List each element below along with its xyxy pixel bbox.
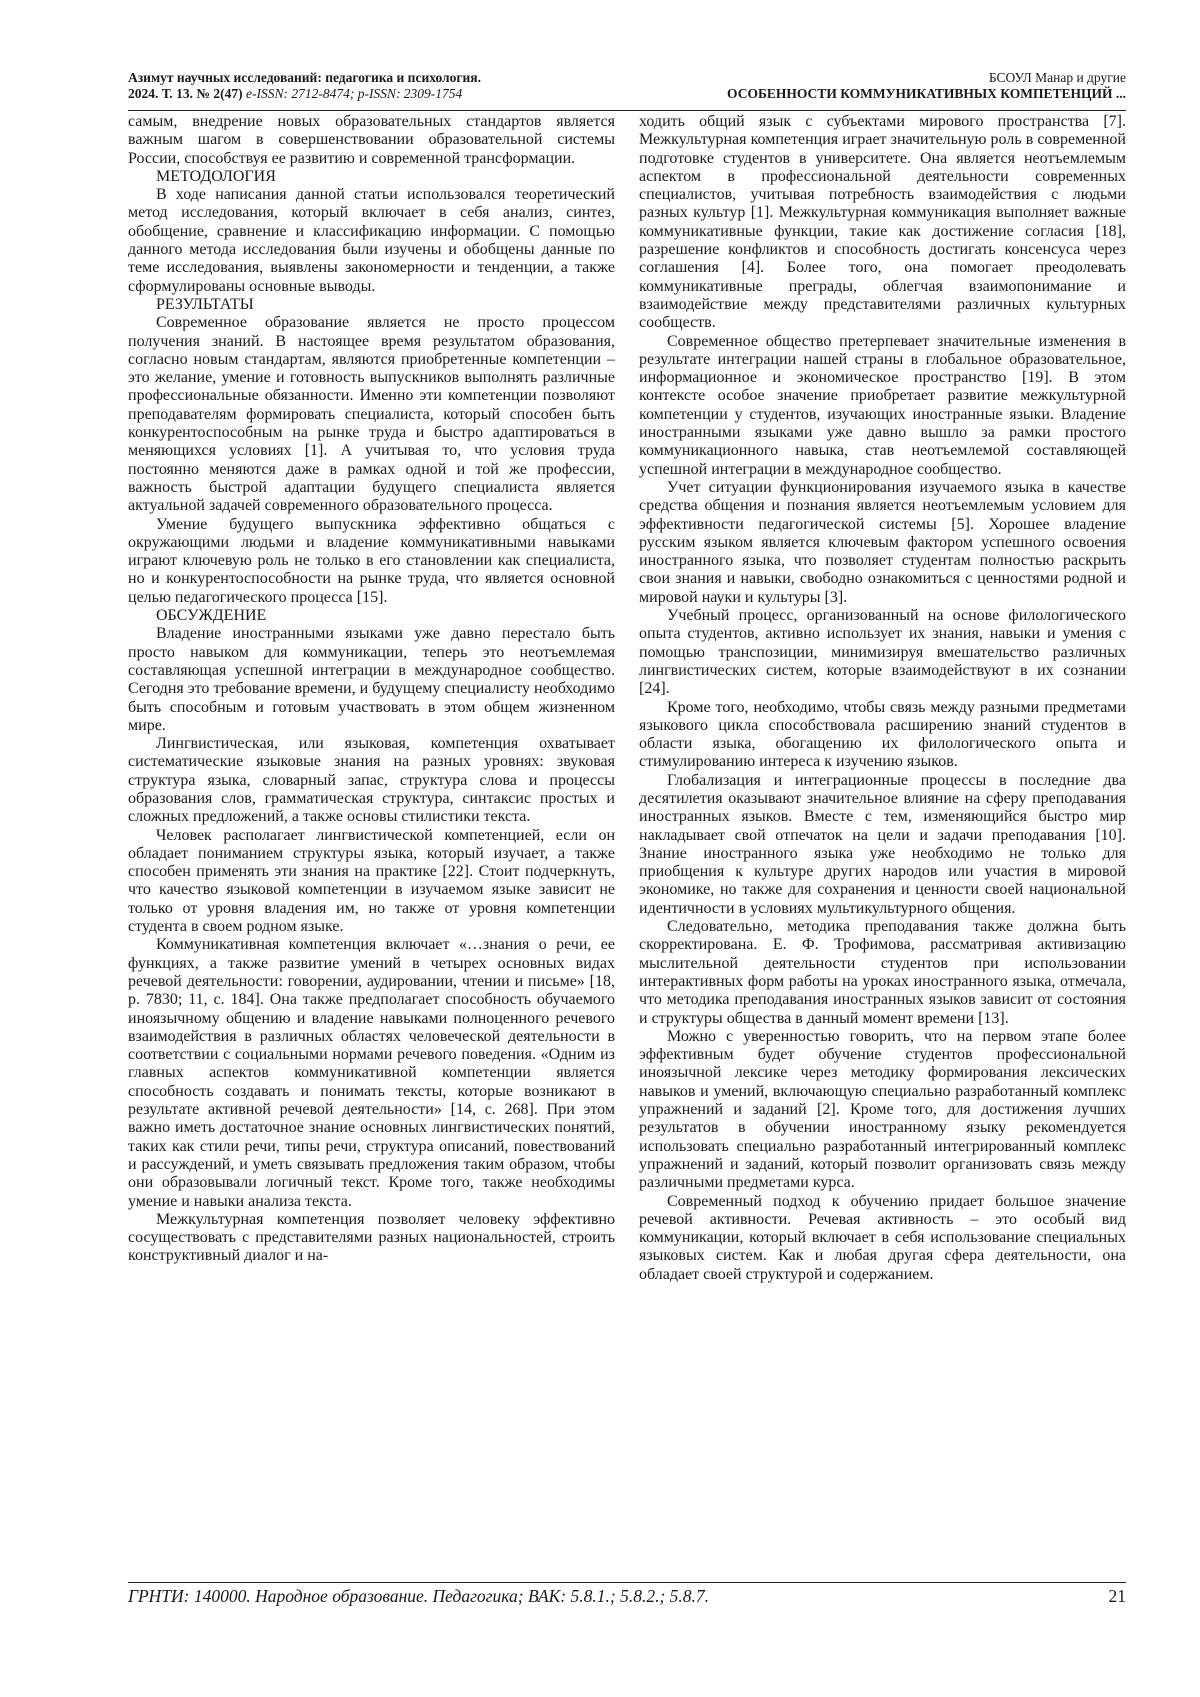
journal-info	[128, 70, 481, 102]
paragraph: Учебный процесс, организованный на основе филологического опыта студентов, активно использует их знания, навыки и умения с помощью транспозиции, минимизируя вмешательство различных лингвистических систем, которые взаимодействуют в их сознании [24].	[639, 607, 1126, 698]
paragraph: Можно с уверенностью говорить, что на первом этапе более эффективным будет обучение студентов профессиональной иноязычной лексике через методику формирования лексических навыков и умений, включающую специально разработанный комплекс упражнений и заданий [2]. Кроме того, для достижения лучших результатов в обучении иностранному языку рекомендуется использовать специально разработанный интегрированный комплекс упражнений и заданий, который позволит организовать связь между различными предметами курса.	[639, 1027, 1126, 1192]
paragraph: Современное образование является не просто процессом получения знаний. В настоящее время результатом образования, согласно новым стандартам, являются приобретенные компетенции – это желание, умение и готовность выпускников выполнять различные профессиональные обязанности. Именно эти компетенции позволяют преподавателям формировать специалиста, который способен быть конкурентоспособным на рынке труда и быстро адаптироваться в меняющихся условиях [1]. А учитывая то, что условия труда постоянно меняются даже в рамках одной и той же профессии, важность быстрой адаптации будущего специалиста является актуальной задачей современного образовательного процесса.	[128, 314, 615, 515]
paragraph: Владение иностранными языками уже давно перестало быть просто навыком для коммуникации, теперь это неотъемлемая составляющая успешной интеграции в международное сообщество. Сегодня это требование времени, и будущему специалисту необходимо быть способным и готовым участвовать в этом общем жизненном мире.	[128, 625, 615, 734]
paragraph: Глобализация и интеграционные процессы в последние два десятилетия оказывают значительное влияние на сферу преподавания иностранных языков. Вместе с тем, изменяющийся быстро мир накладывает свой отпечаток на цели и задачи преподавания [10]. Знание иностранного языка уже необходимо не только для приобщения к культуре других народов или участия в мировой экономике, но также для сохранения и ценности своей национальной идентичности в условиях мультикультурного общения.	[639, 771, 1126, 917]
paragraph: Кроме того, необходимо, чтобы связь между разными предметами языкового цикла способствовала расширению знаний студентов в области языка, обогащению их филологического опыта и стимулированию интереса к изучению языков.	[639, 698, 1126, 771]
page-number: 21	[1108, 1586, 1126, 1606]
running-title	[727, 70, 1126, 102]
paragraph: Коммуникативная компетенция включает «…знания о речи, ее функциях, а также развитие умений в четырех основных видах речевой деятельности: говорении, аудировании, чтении и письме» [18, p. 7830; 11, с. 184]. Она также предполагает способность обучаемого иноязычному общению и владение навыками полноценного речевого взаимодействия в различных областях человеческой деятельности в соответствии с социальными нормами речевого поведения. «Одним из главных аспектов коммуникативной компетенции является способность создавать и понимать тексты, которые возникают в результате активной речевой деятельности» [14, с. 268]. При этом важно иметь достаточное знание основных лингвистических понятий, таких как стили речи, типы речи, структура описаний, повествований и рассуждений, и уметь связывать предложения таким образом, чтобы они образовывали логичный текст. Кроме того, также необходимы умение и навыки анализа текста.	[128, 936, 615, 1210]
paragraph: Современное общество претерпевает значительные изменения в результате интеграции нашей страны в глобальное образовательное, информационное и экономическое пространство [19]. В этом контексте особое значение приобретает развитие межкультурной компетенции у студентов, изучающих иностранные языки. Владение иностранными языками уже давно вышло за рамки простого коммуникационного навыка, став неотъемлемой составляющей успешной интеграции в международное сообщество.	[639, 332, 1126, 478]
page-header	[128, 70, 1126, 106]
paragraph: Следовательно, методика преподавания также должна быть скорректирована. Е. Ф. Трофимова, рассматривая активизацию мыслительной деятельности студентов при использовании интерактивных форм работы на уроках иностранного языка, отмечала, что методика преподавания иностранных языков зависит от состояния и структуры общества в данный момент времени [13].	[639, 918, 1126, 1027]
journal-name: Азимут научных исследований: педагогика и психология.	[128, 70, 481, 85]
article-title: ОСОБЕННОСТИ КОММУНИКАТИВНЫХ КОМПЕТЕНЦИЙ ...	[727, 86, 1126, 101]
paragraph: Лингвистическая, или языковая, компетенция охватывает систематические языковые знания на разных уровнях: звуковая структура языка, словарный запас, структура слова и процессы образования слов, грамматическая структура, синтаксис простых и сложных предложений, а также основы стилистики текста.	[128, 735, 615, 826]
authors: БСОУЛ Манар и другие	[988, 70, 1126, 85]
header-rule	[128, 110, 1126, 111]
paragraph: ходить общий язык с субъектами мирового пространства [7]. Межкультурная компетенция играет значительную роль в современной подготовке студентов в университете. Она является неотъемлемым аспектом в профессиональной деятельности современных специалистов, учитывая потребность взаимодействия с людьми разных культур [1]. Межкультурная коммуникация выполняет важные коммуникативные функции, такие как достижение согласия [18], разрешение конфликтов и способность достигать консенсуса через соглашения [4]. Более того, она помогает преодолевать коммуникативные преграды, облегчая взаимопонимание и взаимодействие между представителями различных культурных сообществ.	[639, 113, 1126, 332]
paragraph: самым, внедрение новых образовательных стандартов является важным шагом в совершенствовании образовательной системы России, способствуя ее развитию и современной трансформации.	[128, 113, 615, 167]
paragraph: Межкультурная компетенция позволяет человеку эффективно сосуществовать с представителями разных национальностей, строить конструктивный диалог и на-	[128, 1210, 615, 1265]
paragraph: Умение будущего выпускника эффективно общаться с окружающими людьми и владение коммуникативными навыками играют ключевую роль не только в его становлении как специалиста, но и конкурентоспособности на рынке труда, что является основной целью педагогического процесса [15].	[128, 515, 615, 606]
paragraph: В ходе написания данной статьи использовался теоретический метод исследования, который включает в себя анализ, синтез, обобщение, сравнение и классификацию информации. С помощью данного метода исследования были изучены и обобщены данные по теме исследования, выявлены закономерности и тенденции, а также сформулированы основные выводы.	[128, 186, 615, 295]
section-heading-methodology: МЕТОДОЛОГИЯ	[156, 167, 276, 185]
page-footer	[128, 1586, 1126, 1606]
right-column	[639, 113, 1126, 1284]
footer-rule	[128, 1582, 1126, 1583]
section-heading-discussion: ОБСУЖДЕНИЕ	[156, 607, 267, 625]
paragraph: Человек располагает лингвистической компетенцией, если он обладает пониманием структуры языка, который изучает, а также способен применять эти знания на практике [22]. Стоит подчеркнуть, что качество языковой компетенции в изучаемом языке зависит не только от уровня владения им, но также от уровня компетенции студента в своем родном языке.	[128, 826, 615, 936]
journal-issue	[128, 86, 481, 102]
journal-issn: e-ISSN: 2712-8474; p-ISSN: 2309-1754	[242, 86, 463, 101]
left-column	[128, 113, 615, 1266]
section-heading-results: РЕЗУЛЬТАТЫ	[156, 295, 254, 313]
paragraph: Современный подход к обучению придает большое значение речевой активности. Речевая активность – это особый вид коммуникации, который включает в себя использование специальных языковых систем. Как и любая другая сфера деятельности, она обладает своей структурой и содержанием.	[639, 1192, 1126, 1283]
journal-volume: 2024. Т. 13. № 2(47)	[128, 86, 243, 101]
footer-classification: ГРНТИ: 140000. Народное образование. Педагогика; ВАК: 5.8.1.; 5.8.2.; 5.8.7.	[128, 1586, 710, 1606]
paragraph: Учет ситуации функционирования изучаемого языка в качестве средства общения и познания является неотъемлемым условием для эффективности педагогической системы [5]. Хорошее владение русским языком является ключевым фактором успешного освоения иностранного языка, что позволяет студентам полностью раскрыть свои знания и навыки, свободно ознакомиться с ценностями родной и мировой науки и культуры [3].	[639, 478, 1126, 606]
